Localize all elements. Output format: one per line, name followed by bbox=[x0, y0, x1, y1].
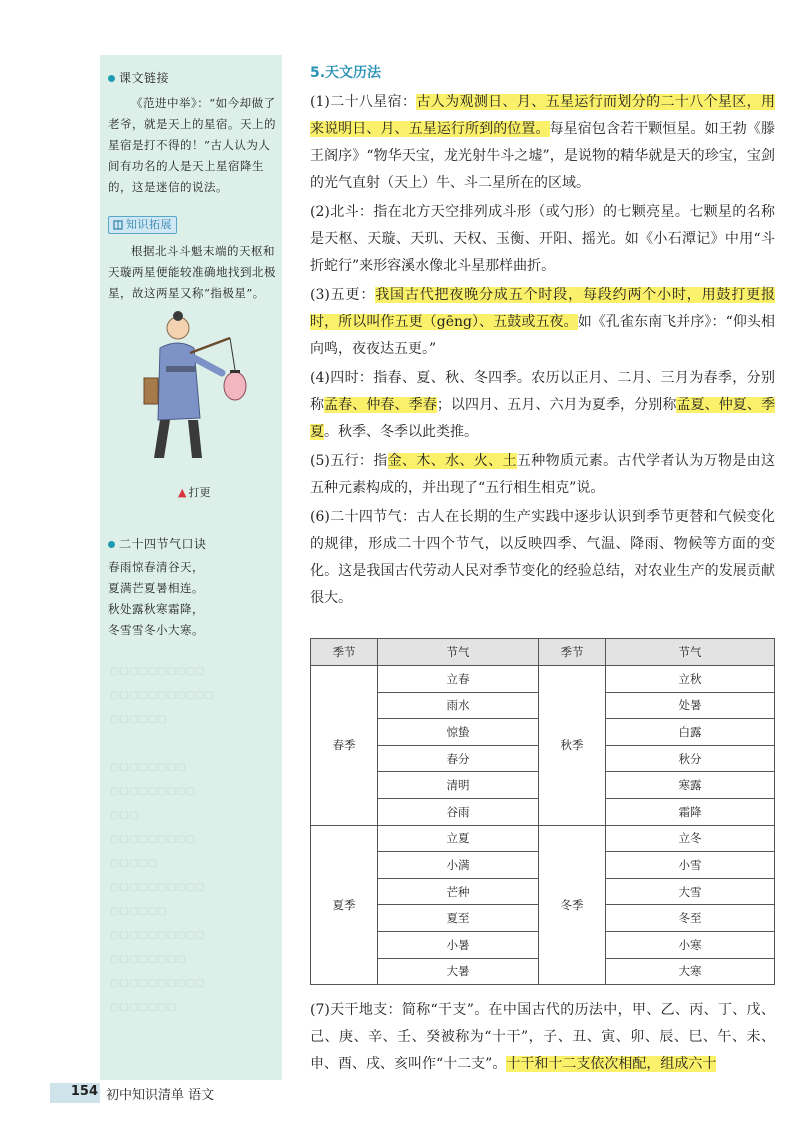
main-content bbox=[310, 60, 775, 614]
term-cell: 春分 bbox=[378, 745, 539, 772]
bleed-through-decoration: ▢▢▢▢▢▢▢▢▢▢ ▢▢▢▢▢▢▢▢▢▢▢ ▢▢▢▢▢▢ ▢▢▢▢▢▢▢▢ ▢▢▢▢▢▢▢▢▢ ▢▢▢ ▢▢▢▢▢▢▢▢▢ ▢▢▢▢▢ ▢▢▢▢▢▢▢▢▢▢ ▢▢▢▢▢▢ ▢▢▢▢▢▢▢▢▢▢ ▢▢▢▢▢▢▢▢ ▢▢▢▢▢▢▢▢▢▢ ▢▢▢▢▢▢▢ bbox=[110, 666, 214, 1013]
column-header: 节气 bbox=[378, 639, 539, 666]
term-cell: 谷雨 bbox=[378, 798, 539, 825]
knowledge-expand-badge bbox=[108, 216, 177, 234]
item-label: 五更： bbox=[329, 287, 376, 303]
knowledge-expand-box bbox=[108, 216, 280, 304]
item-stems-branches bbox=[310, 997, 775, 1078]
highlighted-text: 我国古代把夜晚分成五个时段，每段约两个小时，用鼓打更报时，所以叫作五更（gēng）、五鼓或五夜。 bbox=[310, 287, 776, 330]
item-text: 。秋季、冬季以此类推。 bbox=[324, 424, 478, 440]
page-number-bar bbox=[50, 1083, 100, 1103]
term-cell: 立夏 bbox=[378, 825, 539, 852]
term-cell: 大暑 bbox=[378, 958, 539, 985]
lesson-link-title: 课文链接 bbox=[119, 71, 170, 85]
item-number: (1) bbox=[310, 94, 330, 110]
mnemonic-line: 冬雪雪冬小大寒。 bbox=[108, 623, 204, 637]
season-cell: 秋季 bbox=[539, 666, 606, 826]
main-content-continued bbox=[310, 997, 775, 1080]
item-number: (3) bbox=[310, 287, 330, 303]
item-four-seasons bbox=[310, 365, 775, 446]
table-row bbox=[311, 825, 775, 852]
term-cell: 寒露 bbox=[606, 772, 775, 799]
term-cell: 雨水 bbox=[378, 692, 539, 719]
term-cell: 小暑 bbox=[378, 931, 539, 958]
knowledge-expand-title: 知识拓展 bbox=[126, 218, 172, 231]
solar-terms-table bbox=[310, 638, 775, 985]
item-label: 二十八星宿： bbox=[329, 94, 417, 110]
bullet-dot-icon bbox=[108, 75, 115, 82]
column-header: 季节 bbox=[539, 639, 606, 666]
term-cell: 霜降 bbox=[606, 798, 775, 825]
book-icon bbox=[113, 220, 123, 230]
mnemonic-line: 秋处露秋寒霜降， bbox=[108, 602, 204, 616]
item-solar-terms bbox=[310, 504, 775, 612]
item-text: 如《孔雀东南飞并序》：“仰头相向鸣，夜夜达五更。” bbox=[310, 314, 775, 357]
item-number: (5) bbox=[310, 453, 330, 469]
table-header-row bbox=[311, 639, 775, 666]
term-cell: 清明 bbox=[378, 772, 539, 799]
item-text: 五种物质元素。古代学者认为万物是由这五种元素构成的，并出现了“五行相生相克”说。 bbox=[310, 453, 776, 496]
term-cell: 大雪 bbox=[606, 878, 775, 905]
highlighted-text: 十干和十二支依次相配，组成六十 bbox=[506, 1056, 717, 1072]
lesson-link-heading bbox=[108, 68, 280, 89]
item-big-dipper bbox=[310, 199, 775, 280]
season-cell: 夏季 bbox=[311, 825, 378, 985]
highlighted-text: 金、木、水、火、土 bbox=[387, 453, 517, 469]
item-number: (7) bbox=[310, 1002, 330, 1018]
term-cell: 冬至 bbox=[606, 905, 775, 932]
lesson-link-box bbox=[108, 68, 280, 198]
term-cell: 立春 bbox=[378, 666, 539, 693]
mnemonic-lines bbox=[108, 557, 280, 641]
mnemonic-line: 春雨惊春清谷天， bbox=[108, 560, 204, 574]
item-number: (4) bbox=[310, 370, 330, 386]
term-cell: 处暑 bbox=[606, 692, 775, 719]
book-title: 初中知识清单 语文 bbox=[106, 1087, 215, 1103]
column-header: 季节 bbox=[311, 639, 378, 666]
mnemonic-box bbox=[108, 534, 280, 641]
night-watchman-illustration bbox=[130, 308, 255, 478]
term-cell: 立冬 bbox=[606, 825, 775, 852]
item-text: 四时：指春、夏、秋、冬四季。农历以正月、二月、三月为春季，分别称 bbox=[310, 370, 775, 413]
bullet-dot-icon bbox=[108, 541, 115, 548]
term-cell: 大寒 bbox=[606, 958, 775, 985]
caption-text: 打更 bbox=[188, 486, 211, 499]
term-cell: 白露 bbox=[606, 719, 775, 746]
season-cell: 春季 bbox=[311, 666, 378, 826]
mnemonic-line: 夏满芒夏暑相连。 bbox=[108, 581, 204, 595]
item-28-mansions bbox=[310, 89, 775, 197]
illustration-caption bbox=[178, 484, 210, 500]
item-text: ；以四月、五月、六月为夏季，分别称 bbox=[436, 397, 677, 413]
triangle-icon: ▲ bbox=[178, 486, 187, 499]
highlighted-text: 古人为观测日、月、五星运行而划分的二十八个星区，用来说明日、月、五星运行所到的位置。 bbox=[310, 94, 776, 137]
table-row bbox=[311, 666, 775, 693]
column-header: 节气 bbox=[606, 639, 775, 666]
term-cell: 小寒 bbox=[606, 931, 775, 958]
item-text: 北斗：指在北方天空排列成斗形（或勺形）的七颗亮星。七颗星的名称是天枢、天璇、天玑、天权、玉衡、开阳、摇光。如《小石潭记》中用“斗折蛇行”来形容溪水像北斗星那样曲折。 bbox=[310, 204, 775, 274]
page-number: 154 bbox=[70, 1084, 98, 1099]
term-cell: 秋分 bbox=[606, 745, 775, 772]
mnemonic-title: 二十四节气口诀 bbox=[119, 537, 207, 551]
lesson-link-text: 《范进中举》：“如今却做了老爷，就是天上的星宿。天上的星宿是打不得的！”古人认为人间有功名的人是天上星宿降生的，这是迷信的说法。 bbox=[108, 96, 276, 194]
item-number: (6) bbox=[310, 509, 330, 525]
item-text: 二十四节气：古人在长期的生产实践中逐步认识到季节更替和气候变化的规律，形成二十四个节气，以反映四季、气温、降雨、物候等方面的变化。这是我国古代劳动人民对季节变化的经验总结，对农业生产的发展贡献很大。 bbox=[310, 509, 775, 606]
item-five-watches bbox=[310, 282, 775, 363]
term-cell: 惊蛰 bbox=[378, 719, 539, 746]
mnemonic-heading bbox=[108, 534, 280, 555]
item-number: (2) bbox=[310, 204, 330, 220]
term-cell: 立秋 bbox=[606, 666, 775, 693]
season-cell: 冬季 bbox=[539, 825, 606, 985]
term-cell: 小满 bbox=[378, 852, 539, 879]
page-footer bbox=[50, 1083, 750, 1103]
item-text: 每星宿包含若干颗恒星。如王勃《滕王阁序》“物华天宝，龙光射牛斗之墟”，是说物的精华就是天的珍宝，宝剑的光气直射（天上）牛、斗二星所在的区域。 bbox=[310, 121, 775, 191]
item-text: 天干地支：简称“干支”。在中国古代的历法中，甲、乙、丙、丁、戊、己、庚、辛、壬、癸被称为“十干”，子、丑、寅、卯、辰、巳、午、未、申、酉、戌、亥叫作“十二支”。 bbox=[310, 1002, 775, 1072]
highlighted-text: 孟夏、仲夏、季夏 bbox=[310, 397, 775, 440]
item-text: 五行：指 bbox=[329, 453, 388, 469]
term-cell: 小雪 bbox=[606, 852, 775, 879]
highlighted-text: 孟春、仲春、季春 bbox=[324, 397, 437, 413]
section-title: 5.天文历法 bbox=[310, 65, 382, 81]
term-cell: 夏至 bbox=[378, 905, 539, 932]
knowledge-expand-text: 根据北斗斗魁末端的天枢和天璇两星便能较准确地找到北极星，故这两星又称“指极星”。 bbox=[108, 244, 276, 300]
term-cell: 芒种 bbox=[378, 878, 539, 905]
item-five-elements bbox=[310, 448, 775, 502]
